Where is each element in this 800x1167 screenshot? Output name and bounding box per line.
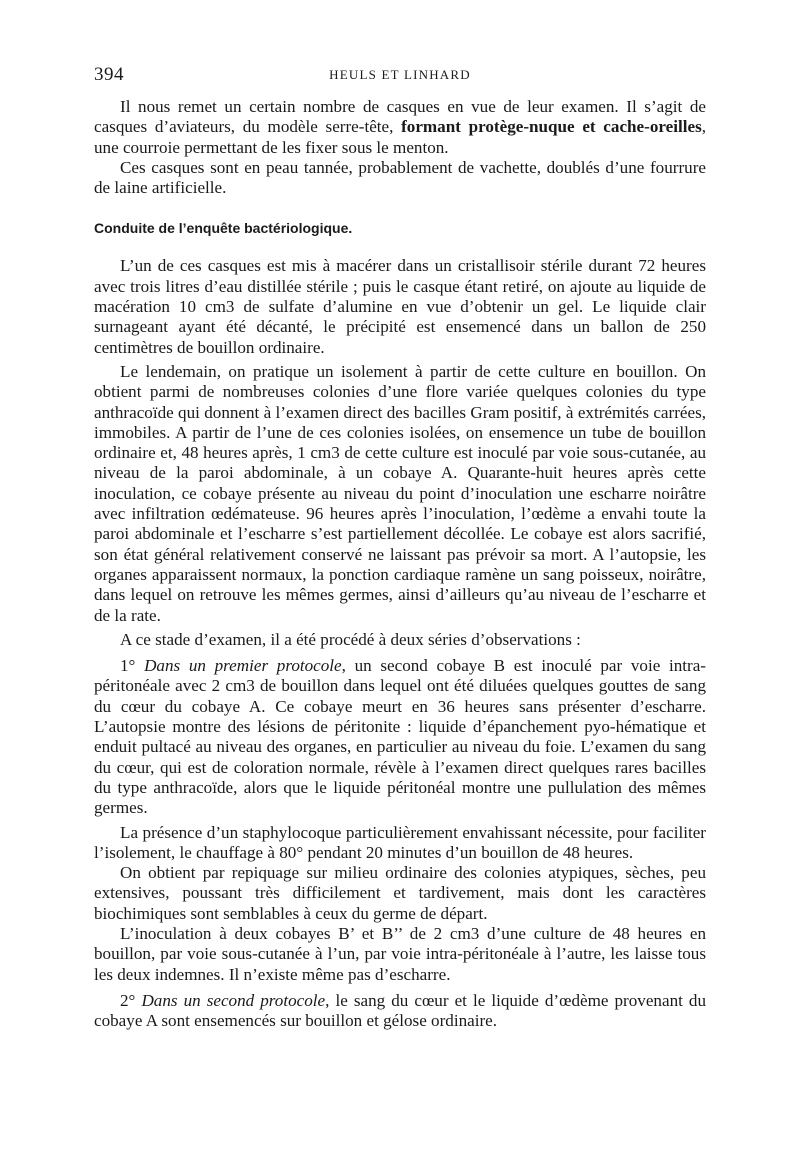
- paragraph-text: Il nous remet un certain nombre de casques en vue de leur examen. Il s’agit de casques d’aviateurs, du modèle serre-tête,: [94, 97, 706, 137]
- paragraph-observations-intro: A ce stade d’examen, il a été procédé à deux séries d’observations :: [120, 629, 581, 649]
- paragraph-first-protocol: [94, 656, 706, 818]
- paragraph-text: , une courroie permettant de les fixer sous le menton.: [94, 117, 706, 157]
- page-number: 394: [94, 64, 124, 85]
- paragraph-isolation: Le lendemain, on pratique un isolement à partir de cette culture en bouillon. On obtient parmi de nombreuses colonies d’une flore variée quelques colonies du type anthracoïde qui donnent à l’examen direct des bacilles Gram positif, à extrémités carrées, immobiles. A partir de l’une de ces colonies isolées, on ensemence un tube de bouillon ordinaire et, 48 heures après, 1 cm3 de cette culture est inoculé par voie sous-cutanée, au niveau de la paroi abdominale, à un cobaye A. Quarante-huit heures après cette inoculation, ce cobaye présente au niveau du point d’inoculation une escharre noirâtre avec infiltration œdémateuse. 96 heures après l’inoculation, l’œdème a envahi toute la paroi abdominale et l’escharre s’est partiellement décollée. Le cobaye est alors sacrifié, son état général relativement conservé ne laissant pas prévoir sa mort. A l’autopsie, les organes apparaissent normaux, la ponction cardiaque ramène un sang poisseux, noirâtre, dans lequel on retrouve les mêmes germes, ainsi d’ailleurs qu’au niveau de l’escharre et de la rate.: [94, 361, 706, 625]
- paragraph-maceration: L’un de ces casques est mis à macérer dans un cristallisoir stérile durant 72 heures avec trois litres d’eau distillée stérile ; puis le casque étant retiré, on ajoute au liquide de macération 10 cm3 de sulfate d’alumine en vue d’obtenir un gel. Le liquide clair surnageant ayant été décanté, le précipité est ensemencé dans un ballon de 250 centimètres de bouillon ordinaire.: [94, 256, 706, 357]
- bold-phrase: formant protège-nuque et cache-oreilles: [401, 117, 702, 137]
- paragraph-second-protocol: [94, 991, 706, 1032]
- paragraph-inoculation-b: L’inoculation à deux cobayes B’ et B’’ de 2 cm3 d’une culture de 48 heures en bouillon, par voie sous-cutanée à l’un, par voie intra-péritonéale à l’autre, les laisse tous les deux indemnes. Il n’existe même pas d’escharre.: [94, 923, 706, 984]
- paragraph-staphylococcus: La présence d’un staphylocoque particulièrement envahissant nécessite, pour faciliter l’isolement, le chauffage à 80° pendant 20 minutes d’un bouillon de 48 heures.: [94, 822, 706, 862]
- running-head: HEULS ET LINHARD: [329, 67, 471, 82]
- paragraph-text: , un second cobaye B est inoculé par voie intra-péritonéale avec 2 cm3 de bouillon dans lequel ont été diluées quelques gouttes de sang du cœur du cobaye A. Ce cobaye meurt en 36 heures sans présenter d’escharre. L’autopsie montre des lésions de péritonite : liquide d’épanchement pyo-hématique et enduit pultacé au niveau des organes, en particulier au niveau du foie. L’examen du sang du cœur, qui est de coloration normale, révèle à l’examen direct quelques rares bacilles du type anthracoïde, alors que le liquide péritonéal montre une pullulation des mêmes germes.: [94, 656, 706, 818]
- page-header: [94, 64, 706, 86]
- paragraph-repiquage: On obtient par repiquage sur milieu ordinaire des colonies atypiques, sèches, peu extensives, poussant très difficilement et tardivement, mais dont les caractères biochimiques sont semblables à ceux du germe de départ.: [94, 863, 706, 923]
- paragraph-helmet-material: Ces casques sont en peau tannée, probablement de vachette, doublés d’une fourrure de laine artificielle.: [94, 157, 706, 198]
- list-marker: 2°: [120, 990, 142, 1010]
- paragraph-text: , le sang du cœur et le liquide d’œdème provenant du cobaye A sont ensemencés sur bouillon et gélose ordinaire.: [94, 990, 707, 1031]
- section-heading: Conduite de l’enquête bactériologique.: [94, 220, 353, 237]
- article-body: [94, 97, 706, 1031]
- italic-phrase: Dans un premier protocole: [144, 656, 342, 676]
- italic-phrase: Dans un second protocole: [141, 990, 326, 1010]
- list-marker: 1°: [120, 656, 145, 676]
- paragraph-helmets-received: [94, 97, 706, 158]
